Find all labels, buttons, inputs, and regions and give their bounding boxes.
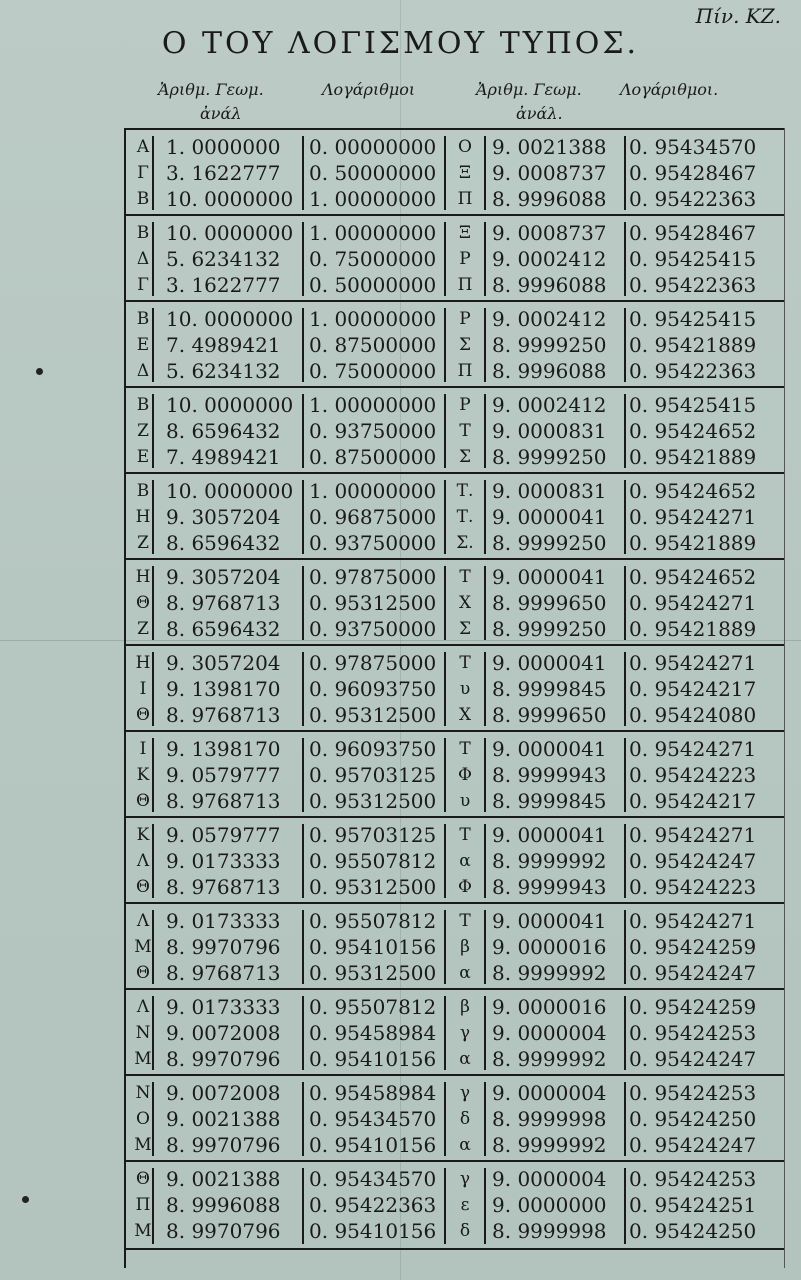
geom-value: 0. 95703125 [309,763,437,787]
log-value: 0. 95424271 [629,909,757,933]
row-letter-right: Σ [458,335,472,355]
table-row [124,246,784,272]
table-row [124,1106,784,1132]
row-letter-right: α [459,1135,471,1155]
table-row [124,504,784,530]
arith-value: 8. 9970796 [166,1219,281,1243]
arith-value-right: 9. 0000041 [492,737,607,761]
arith-value-right: 8. 9999992 [492,849,607,873]
table-row [124,332,784,358]
row-letter-right: δ [459,1221,471,1241]
row-letter: Μ [134,1135,152,1155]
table-row [124,788,784,814]
geom-value: 0. 96093750 [309,737,437,761]
geom-value: 0. 75000000 [309,247,437,271]
arith-value-right: 9. 0000000 [492,1193,607,1217]
table-group [124,1160,784,1250]
geom-value: 0. 95312500 [309,875,437,899]
table-row [124,616,784,642]
arith-value: 9. 3057204 [166,505,281,529]
geom-value: 0. 87500000 [309,445,437,469]
geom-value: 0. 95507812 [309,909,437,933]
row-letter: Θ [136,963,150,983]
row-letter: Λ [136,851,150,871]
geom-value: 0. 97875000 [309,651,437,675]
table-row [124,444,784,470]
row-letter-right: Ο [458,137,472,157]
row-letter: Θ [136,791,150,811]
arith-value: 8. 9768713 [166,789,281,813]
row-letter: Β [136,481,150,501]
table-group [124,300,784,386]
arith-value-right: 9. 0008737 [492,221,607,245]
row-letter: Ι [139,739,147,759]
log-value: 0. 95424080 [629,703,757,727]
log-value: 0. 95424223 [629,763,757,787]
table-group [124,816,784,902]
arith-value-right: 9. 0002412 [492,393,607,417]
arith-value: 9. 3057204 [166,651,281,675]
arith-value-right: 8. 9999992 [492,1047,607,1071]
row-letter: Ζ [137,533,149,553]
arith-value: 9. 0579777 [166,763,281,787]
row-letter-right: β [460,937,470,957]
row-letter: Θ [136,1169,150,1189]
row-letter-right: Ρ [459,249,471,269]
arith-value-right: 9. 0021388 [492,135,607,159]
log-value: 0. 95425415 [629,247,757,271]
log-value: 0. 95422363 [629,187,757,211]
arith-value: 5. 6234132 [166,247,281,271]
arith-value: 10. 0000000 [166,307,294,331]
arith-value: 8. 6596432 [166,531,281,555]
arith-value-right: 8. 9999250 [492,333,607,357]
arith-value: 9. 1398170 [166,677,281,701]
log-value: 0. 95421889 [629,445,757,469]
row-letter: Β [136,309,150,329]
arith-value-right: 9. 0000831 [492,479,607,503]
log-value: 0. 95424253 [629,1167,757,1191]
geom-value: 0. 95410156 [309,935,437,959]
arith-value: 9. 0021388 [166,1107,281,1131]
arith-value-right: 8. 9999998 [492,1107,607,1131]
log-value: 0. 95424652 [629,419,757,443]
row-letter: Η [135,567,151,587]
geom-value: 0. 93750000 [309,617,437,641]
header-left-anal: ἀνάλ [200,104,242,123]
row-letter: Ν [135,1023,151,1043]
row-letter: Ν [135,1083,151,1103]
table-group [124,558,784,644]
arith-value-right: 8. 9999845 [492,677,607,701]
row-letter-right: Π [457,275,473,295]
row-letter: Ε [136,447,150,467]
log-value: 0. 95424259 [629,995,757,1019]
arith-value-right: 8. 9999250 [492,445,607,469]
row-letter-right: δ [459,1109,471,1129]
table-row [124,848,784,874]
arith-value-right: 9. 0000004 [492,1167,607,1191]
table-row [124,530,784,556]
log-value: 0. 95424259 [629,935,757,959]
logarithm-table [124,128,784,1250]
row-letter: Θ [136,593,150,613]
arith-value: 9. 0072008 [166,1081,281,1105]
table-row [124,1166,784,1192]
arith-value: 8. 6596432 [166,419,281,443]
row-letter-right: Ρ [459,395,471,415]
row-letter-right: Χ [458,705,472,725]
table-row [124,186,784,212]
table-row [124,934,784,960]
arith-value: 8. 9970796 [166,1047,281,1071]
table-group [124,988,784,1074]
row-letter: Η [135,507,151,527]
page-title: Ο ΤΟΥ ΛΟΓΙΣΜΟΥ ΤΥΠΟΣ. [161,26,640,61]
table-row [124,650,784,676]
arith-value-right: 8. 9999998 [492,1219,607,1243]
arith-value-right: 9. 0000016 [492,935,607,959]
row-letter-right: α [459,963,471,983]
geom-value: 0. 95434570 [309,1107,437,1131]
arith-value-right: 9. 0000041 [492,565,607,589]
table-row [124,1132,784,1158]
arith-value: 8. 9768713 [166,875,281,899]
row-letter: Γ [137,163,149,183]
row-letter: Β [136,395,150,415]
geom-value: 0. 50000000 [309,273,437,297]
geom-value: 0. 96875000 [309,505,437,529]
row-letter-right: Ξ [459,163,471,183]
row-letter: Π [135,1195,151,1215]
plate-number: Πίν. ΚΖ. [695,4,781,28]
row-letter: Η [135,653,151,673]
table-group [124,472,784,558]
arith-value: 3. 1622777 [166,273,281,297]
log-value: 0. 95424271 [629,737,757,761]
arith-value-right: 9. 0000004 [492,1021,607,1045]
geom-value: 0. 95703125 [309,823,437,847]
log-value: 0. 95424217 [629,677,757,701]
row-letter: Δ [136,361,150,381]
table-row [124,736,784,762]
geom-value: 0. 95422363 [309,1193,437,1217]
log-value: 0. 95428467 [629,221,757,245]
table-row [124,590,784,616]
log-value: 0. 95422363 [629,359,757,383]
row-letter: Θ [136,705,150,725]
arith-value-right: 9. 0000831 [492,419,607,443]
row-letter-right: γ [459,1169,471,1189]
arith-value-right: 9. 0008737 [492,161,607,185]
row-letter: Γ [137,275,149,295]
row-letter-right: Ξ [459,223,471,243]
log-value: 0. 95424652 [629,479,757,503]
arith-value-right: 9. 0000004 [492,1081,607,1105]
arith-value-right: 9. 0000041 [492,651,607,675]
log-value: 0. 95425415 [629,307,757,331]
row-letter: Ζ [137,421,149,441]
geom-value: 0. 95434570 [309,1167,437,1191]
log-value: 0. 95424271 [629,591,757,615]
arith-value: 9. 0579777 [166,823,281,847]
arith-value-right: 8. 9996088 [492,187,607,211]
geom-value: 0. 95312500 [309,961,437,985]
table-row [124,874,784,900]
arith-value: 10. 0000000 [166,393,294,417]
table-row [124,1080,784,1106]
geom-value: 0. 93750000 [309,531,437,555]
arith-value: 8. 9996088 [166,1193,281,1217]
geom-value: 0. 95507812 [309,995,437,1019]
arith-value: 8. 9768713 [166,591,281,615]
row-letter-right: α [459,851,471,871]
row-letter-right: Σ [458,447,472,467]
table-row [124,1192,784,1218]
arith-value-right: 8. 9999250 [492,531,607,555]
table-group [124,214,784,300]
arith-value: 1. 0000000 [166,135,281,159]
arith-value: 8. 6596432 [166,617,281,641]
row-letter-right: Π [457,361,473,381]
row-letter-right: Ρ [459,309,471,329]
row-letter: Ε [136,335,150,355]
row-letter-right: β [460,997,470,1017]
table-row [124,134,784,160]
row-letter-right: Τ [459,653,471,673]
table-row [124,994,784,1020]
row-letter: Λ [136,911,150,931]
geom-value: 0. 87500000 [309,333,437,357]
geom-value: 1. 00000000 [309,187,437,211]
row-letter: Β [136,189,150,209]
log-value: 0. 95424223 [629,875,757,899]
arith-value: 9. 0173333 [166,995,281,1019]
arith-value: 10. 0000000 [166,221,294,245]
log-value: 0. 95424247 [629,1047,757,1071]
arith-value-right: 8. 9999650 [492,703,607,727]
arith-value-right: 8. 9999845 [492,789,607,813]
row-letter-right: Σ [458,619,472,639]
arith-value-right: 9. 0000041 [492,909,607,933]
arith-value-right: 9. 0000016 [492,995,607,1019]
table-row [124,418,784,444]
log-value: 0. 95424247 [629,849,757,873]
row-letter: Β [136,223,150,243]
arith-value: 7. 4989421 [166,445,281,469]
arith-value: 10. 0000000 [166,187,294,211]
row-letter-right: Φ [458,765,472,785]
geom-value: 0. 75000000 [309,359,437,383]
arith-value: 5. 6234132 [166,359,281,383]
geom-value: 0. 50000000 [309,161,437,185]
arith-value-right: 9. 0002412 [492,247,607,271]
table-row [124,702,784,728]
arith-value: 9. 0173333 [166,909,281,933]
geom-value: 0. 95458984 [309,1081,437,1105]
ink-spot [36,368,43,375]
table-row [124,272,784,298]
row-letter-right: Τ [459,421,471,441]
table-group [124,386,784,472]
arith-value: 9. 0072008 [166,1021,281,1045]
table-row [124,392,784,418]
geom-value: 0. 97875000 [309,565,437,589]
table-group [124,128,784,214]
arith-value-right: 8. 9999650 [492,591,607,615]
row-letter-right: Τ [459,739,471,759]
geom-value: 1. 00000000 [309,307,437,331]
row-letter-right: Σ. [456,533,474,553]
geom-value: 0. 95410156 [309,1219,437,1243]
arith-value: 9. 0021388 [166,1167,281,1191]
row-letter: Ο [136,1109,150,1129]
log-value: 0. 95424247 [629,961,757,985]
row-letter-right: γ [459,1023,471,1043]
geom-value: 0. 95410156 [309,1133,437,1157]
header-left-arith: Ἀριθμ. Γεωμ. [158,80,264,99]
arith-value-right: 9. 0002412 [492,307,607,331]
geom-value: 1. 00000000 [309,393,437,417]
arith-value-right: 8. 9999943 [492,875,607,899]
arith-value-right: 8. 9999250 [492,617,607,641]
geom-value: 1. 00000000 [309,479,437,503]
header-left-log: Λογάριθμοι [322,80,416,99]
arith-value-right: 8. 9999992 [492,1133,607,1157]
row-letter-right: Τ [459,911,471,931]
table-row [124,1020,784,1046]
log-value: 0. 95422363 [629,273,757,297]
table-row [124,478,784,504]
arith-value-right: 8. 9999992 [492,961,607,985]
arith-value: 10. 0000000 [166,479,294,503]
row-letter-right: Τ [459,825,471,845]
log-value: 0. 95424250 [629,1107,757,1131]
table-row [124,908,784,934]
table-group [124,730,784,816]
table-group [124,1074,784,1160]
log-value: 0. 95424217 [629,789,757,813]
log-value: 0. 95428467 [629,161,757,185]
row-letter-right: Φ [458,877,472,897]
row-letter: Θ [136,877,150,897]
log-value: 0. 95424250 [629,1219,757,1243]
table-row [124,220,784,246]
geom-value: 0. 96093750 [309,677,437,701]
log-value: 0. 95424251 [629,1193,757,1217]
log-value: 0. 95424271 [629,823,757,847]
table-row [124,762,784,788]
header-right-log: Λογάριθμοι. [620,80,719,99]
header-right-anal: ἀνάλ. [516,104,563,123]
arith-value-right: 8. 9996088 [492,273,607,297]
row-letter-right: υ [459,679,471,699]
geom-value: 1. 00000000 [309,221,437,245]
table-group [124,644,784,730]
log-value: 0. 95424652 [629,565,757,589]
table-row [124,676,784,702]
log-value: 0. 95424253 [629,1081,757,1105]
log-value: 0. 95421889 [629,617,757,641]
log-value: 0. 95424247 [629,1133,757,1157]
geom-value: 0. 95410156 [309,1047,437,1071]
table-row [124,306,784,332]
table-row [124,822,784,848]
table-row [124,960,784,986]
arith-value: 9. 0173333 [166,849,281,873]
row-letter: Κ [136,825,150,845]
table-row [124,160,784,186]
table-row [124,358,784,384]
arith-value-right: 9. 0000041 [492,505,607,529]
ink-spot [22,1196,29,1203]
row-letter: Α [136,137,150,157]
row-letter: Δ [136,249,150,269]
arith-value: 9. 1398170 [166,737,281,761]
geom-value: 0. 00000000 [309,135,437,159]
arith-value: 3. 1622777 [166,161,281,185]
geom-value: 0. 93750000 [309,419,437,443]
geom-value: 0. 95312500 [309,703,437,727]
table-row [124,1218,784,1244]
row-letter: Λ [136,997,150,1017]
table-row [124,1046,784,1072]
geom-value: 0. 95312500 [309,591,437,615]
row-letter-right: γ [459,1083,471,1103]
arith-value: 8. 9768713 [166,703,281,727]
row-letter-right: Τ [459,567,471,587]
arith-value-right: 8. 9999943 [492,763,607,787]
row-letter: Κ [136,765,150,785]
arith-value: 8. 9970796 [166,1133,281,1157]
log-value: 0. 95424253 [629,1021,757,1045]
row-letter-right: α [459,1049,471,1069]
geom-value: 0. 95507812 [309,849,437,873]
geom-value: 0. 95312500 [309,789,437,813]
arith-value-right: 8. 9996088 [492,359,607,383]
row-letter-right: Τ. [456,507,474,527]
log-value: 0. 95421889 [629,531,757,555]
row-letter-right: ε [460,1195,470,1215]
table-group [124,902,784,988]
log-value: 0. 95425415 [629,393,757,417]
table-right-border [784,128,785,1268]
log-value: 0. 95424271 [629,651,757,675]
row-letter-right: Χ [458,593,472,613]
log-value: 0. 95434570 [629,135,757,159]
row-letter: Ζ [137,619,149,639]
row-letter-right: υ [459,791,471,811]
row-letter-right: Π [457,189,473,209]
table-row [124,564,784,590]
arith-value: 8. 9768713 [166,961,281,985]
row-letter: Μ [134,1049,152,1069]
log-value: 0. 95421889 [629,333,757,357]
row-letter: Μ [134,1221,152,1241]
row-letter: Ι [139,679,147,699]
arith-value: 8. 9970796 [166,935,281,959]
arith-value-right: 9. 0000041 [492,823,607,847]
arith-value: 9. 3057204 [166,565,281,589]
geom-value: 0. 95458984 [309,1021,437,1045]
header-right-arith: Ἀριθμ. Γεωμ. [476,80,582,99]
arith-value: 7. 4989421 [166,333,281,357]
row-letter-right: Τ. [456,481,474,501]
log-value: 0. 95424271 [629,505,757,529]
row-letter: Μ [134,937,152,957]
